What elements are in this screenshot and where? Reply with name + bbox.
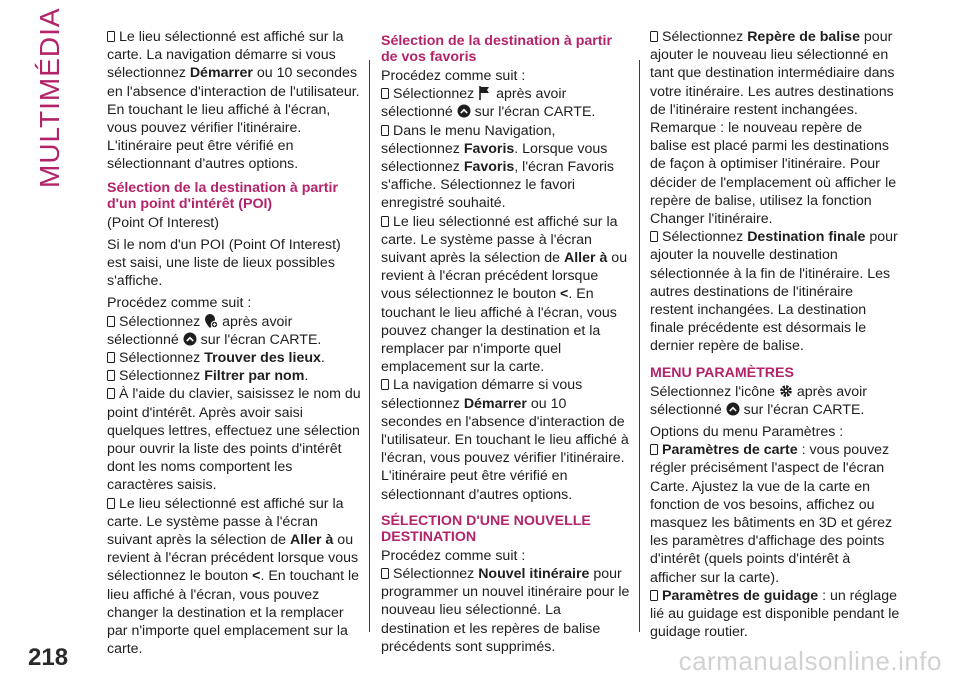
bullet-icon (107, 31, 115, 42)
page-number: 218 (28, 644, 69, 671)
list-item: Sélectionnez Filtrer par nom. (107, 367, 361, 385)
paragraph: Procédez comme suit : (107, 295, 252, 312)
list-item: Dans le menu Navigation, sélectionnez Favoris. Lorsque vous sélectionnez Favoris, l'écran Favoris s'affiche. Sélectionnez le favori enregistré souhaité. (381, 122, 614, 212)
paragraph: Le lieu sélectionné est affiché sur la carte. La navigation démarre si vous sélectionnez Démarrer ou 10 secondes en l'absence d'interaction de l'utilisateur. En touchant le lieu affiché à l'écran, vous pouvez vérifier l'itinéraire. L'itinéraire peut être vérifié en sélectionnant d'autres options. (107, 29, 360, 173)
section-label: MULTIMÉDIA (34, 7, 65, 188)
list-item: Sélectionnez Nouvel itinéraire pour programmer un nouvel itinéraire pour le nouveau lieu sélectionné. La destination et les repères de balise précédents sont supprimés. (381, 566, 630, 655)
list-item: Le lieu sélectionné est affiché sur la carte. Le système passe à l'écran suivant après la sélection de Aller à ou revient à l'écran précédent lorsque vous sélectionnez le bouton <. En touchant le lieu affiché à l'écran, vous pouvez changer la destination et la remplacer par n'importe quel emplacement sur la carte. (381, 213, 628, 376)
list-item: Sélectionnez après avoir sélectionné sur l'écran CARTE. (107, 313, 322, 348)
gear-icon (779, 383, 793, 399)
paragraph: Si le nom d'un POI (Point Of Interest) est saisi, une liste de lieux possibles s'affiche. (107, 236, 341, 290)
poi-pin-icon (204, 313, 218, 329)
list-item: Sélectionnez Repère de balise pour ajouter le nouveau lieu sélectionné en tant que destination intermédiaire dans votre itinéraire. Les autres destinations de l'itinéraire restent inchangées. Remarque : le nouveau repère de balise est placé parmi les destinations de façon à optimiser l'itinéraire. Pour décider de l'emplacement où afficher le repère de balise, utilisez la fonction Changer l'itinéraire. (650, 29, 897, 228)
list-item: Sélectionnez Destination finale pour ajouter la nouvelle destination sélectionnée à la fin de l'itinéraire. Les autres destinations de l'itinéraire restent inchangées. La destination finale précédente est désormais le dernier repère de balise. (650, 229, 898, 355)
bullet-icon (107, 316, 115, 327)
list-item: Le lieu sélectionné est affiché sur la carte. Le système passe à l'écran suivant après la sélection de Aller à ou revient à l'écran précédent lorsque vous sélectionnez le bouton <. En touchant le lieu affiché à l'écran, vous pouvez changer la destination et la remplacer par n'importe quel emplacement sur la carte. (107, 495, 360, 658)
paragraph: Options du menu Paramètres : (650, 424, 844, 441)
bullet-icon (107, 498, 115, 509)
bullet-icon (650, 590, 658, 601)
list-item: À l'aide du clavier, saisissez le nom du point d'intérêt. Après avoir saisi quelques lettres, effectuez une sélection pour ouvrir la liste des points d'intérêt dont les noms comportent les caractères saisis. (107, 386, 361, 494)
bullet-icon (650, 31, 658, 42)
watermark: carmanualsonline.info (678, 646, 942, 676)
paragraph: Procédez comme suit : (381, 68, 526, 84)
column-1 (107, 28, 361, 659)
heading-poi: Sélection de la destination à partir d'un point d'intérêt (POI) (107, 179, 338, 212)
heading-settings-menu: MENU PARAMÈTRES (650, 364, 794, 381)
chevron-up-icon (457, 103, 471, 119)
chevron-up-icon (183, 331, 197, 347)
column-divider (639, 60, 640, 632)
column-2 (381, 28, 631, 656)
column-3 (650, 28, 900, 642)
list-item: Sélectionnez Trouver des lieux. (107, 349, 361, 367)
bullet-icon (650, 231, 658, 242)
bullet-icon (381, 379, 389, 390)
bullet-icon (107, 388, 115, 399)
bullet-icon (107, 370, 115, 381)
list-item: Paramètres de guidage : un réglage lié au guidage est disponible pendant le guidage routier. (650, 587, 900, 641)
bullet-icon (381, 88, 389, 99)
chevron-up-icon (726, 401, 740, 417)
bullet-icon (107, 352, 115, 363)
column-divider (369, 60, 370, 632)
paragraph: Procédez comme suit : (381, 547, 526, 564)
list-item: La navigation démarre si vous sélectionnez Démarrer ou 10 secondes en l'absence d'interaction de l'utilisateur. En touchant le lieu affiché à l'écran, vous pouvez vérifier l'itinéraire. L'itinéraire peut être vérifié en sélectionnant d'autres options. (381, 377, 629, 503)
heading-favorites: Sélection de la destination à partir de vos favoris (381, 33, 612, 65)
bullet-icon (381, 216, 389, 227)
paragraph: (Point Of Interest) (107, 214, 219, 231)
bullet-icon (381, 125, 389, 136)
bullet-icon (650, 444, 658, 455)
flag-icon (478, 85, 492, 101)
bullet-icon (381, 568, 389, 579)
heading-new-destination: SÉLECTION D'UNE NOUVELLE DESTINATION (381, 512, 591, 545)
list-item: Sélectionnez après avoir sélectionné sur l'écran CARTE. (381, 86, 596, 121)
list-item: Paramètres de carte : vous pouvez régler précisément l'aspect de l'écran Carte. Ajustez la vue de la carte en fonction de vos besoins, affichez ou masquez les bâtiments en 3D et gérez les paramètres d'affichage des points d'intérêt (quels points d'intérêt à afficher sur la carte). (650, 442, 893, 586)
paragraph: Sélectionnez l'icône après avoir sélectionné sur l'écran CARTE. (650, 383, 868, 418)
